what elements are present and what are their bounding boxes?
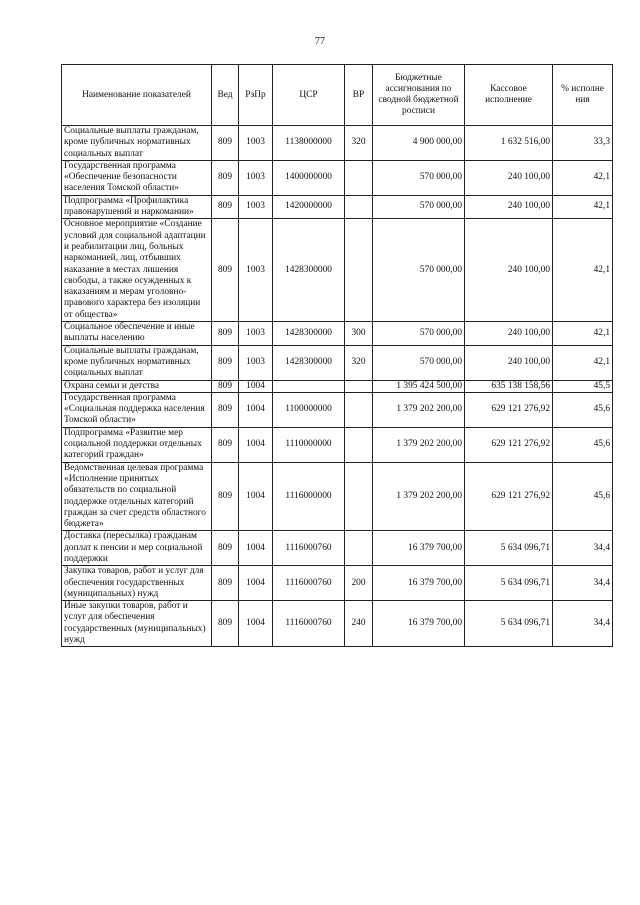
row-assignments: 570 000,00 — [373, 160, 465, 195]
row-rzpr: 1004 — [239, 601, 273, 647]
row-cash-execution: 629 121 276,92 — [465, 392, 553, 427]
row-name: Подпрограмма «Профилактика правонарушений и наркомании» — [62, 195, 212, 219]
row-csr: 1116000000 — [273, 462, 345, 531]
row-ved: 809 — [212, 322, 239, 346]
header-rzpr: РзПр — [239, 65, 273, 126]
row-name: Основное мероприятие «Создание условий для социальной адаптации и реабилитации лиц, больных наркоманией, лиц, отбывших наказание в местах лишения свободы, а также осужденных к наказаниям и мерам уголовно-правового характера без изоляции от общества» — [62, 219, 212, 322]
row-csr: 1420000000 — [273, 195, 345, 219]
row-csr: 1428300000 — [273, 219, 345, 322]
row-percent: 34,4 — [553, 601, 613, 647]
row-rzpr: 1003 — [239, 126, 273, 161]
row-name: Государственная программа «Социальная поддержка населения Томской области» — [62, 392, 212, 427]
row-name: Иные закупки товаров, работ и услуг для обеспечения государственных (муниципальных) нужд — [62, 601, 212, 647]
row-vr — [345, 392, 373, 427]
row-csr: 1116000760 — [273, 566, 345, 601]
row-rzpr: 1004 — [239, 566, 273, 601]
row-ved: 809 — [212, 160, 239, 195]
row-assignments: 16 379 700,00 — [373, 531, 465, 566]
row-vr: 200 — [345, 566, 373, 601]
header-percent: % исполне ния — [553, 65, 613, 126]
row-cash-execution: 5 634 096,71 — [465, 601, 553, 647]
row-ved: 809 — [212, 531, 239, 566]
row-rzpr: 1003 — [239, 322, 273, 346]
row-rzpr: 1004 — [239, 380, 273, 392]
row-assignments: 570 000,00 — [373, 345, 465, 380]
row-cash-execution: 5 634 096,71 — [465, 566, 553, 601]
table-row — [62, 195, 613, 219]
row-percent: 45,6 — [553, 427, 613, 462]
table-row — [62, 322, 613, 346]
table-row — [62, 601, 613, 647]
row-rzpr: 1003 — [239, 160, 273, 195]
header-cash-execution: Кассовое исполнение — [465, 65, 553, 126]
table-row — [62, 345, 613, 380]
row-assignments: 570 000,00 — [373, 322, 465, 346]
row-name: Социальные выплаты гражданам, кроме публичных нормативных социальных выплат — [62, 126, 212, 161]
row-name: Ведомственная целевая программа «Исполнение принятых обязательств по социальной поддержке отдельных категорий граждан за счет средств областного бюджета» — [62, 462, 212, 531]
row-vr: 240 — [345, 601, 373, 647]
row-percent: 33,3 — [553, 126, 613, 161]
row-rzpr: 1003 — [239, 195, 273, 219]
row-ved: 809 — [212, 195, 239, 219]
header-assignments: Бюджетные ассигнования по сводной бюджетной росписи — [373, 65, 465, 126]
table-row — [62, 566, 613, 601]
row-assignments: 570 000,00 — [373, 195, 465, 219]
row-vr: 300 — [345, 322, 373, 346]
row-cash-execution: 1 632 516,00 — [465, 126, 553, 161]
table-row — [62, 160, 613, 195]
row-name: Доставка (пересылка) гражданам доплат к пенсии и мер социальной поддержки — [62, 531, 212, 566]
row-percent: 34,4 — [553, 566, 613, 601]
table-row — [62, 126, 613, 161]
row-assignments: 1 379 202 200,00 — [373, 392, 465, 427]
row-assignments: 4 900 000,00 — [373, 126, 465, 161]
row-rzpr: 1003 — [239, 219, 273, 322]
row-csr: 1100000000 — [273, 392, 345, 427]
row-ved: 809 — [212, 345, 239, 380]
row-rzpr: 1003 — [239, 345, 273, 380]
row-percent: 42,1 — [553, 160, 613, 195]
table-row — [62, 380, 613, 392]
row-percent: 45,5 — [553, 380, 613, 392]
row-vr — [345, 380, 373, 392]
row-cash-execution: 240 100,00 — [465, 322, 553, 346]
row-cash-execution: 240 100,00 — [465, 345, 553, 380]
table-row — [62, 427, 613, 462]
row-name: Закупка товаров, работ и услуг для обеспечения государственных (муниципальных) нужд — [62, 566, 212, 601]
row-assignments: 1 379 202 200,00 — [373, 427, 465, 462]
row-rzpr: 1004 — [239, 392, 273, 427]
row-ved: 809 — [212, 427, 239, 462]
row-assignments: 1 379 202 200,00 — [373, 462, 465, 531]
row-vr — [345, 462, 373, 531]
row-ved: 809 — [212, 392, 239, 427]
row-cash-execution: 635 138 158,56 — [465, 380, 553, 392]
row-name: Социальные выплаты гражданам, кроме публичных нормативных социальных выплат — [62, 345, 212, 380]
header-ved: Вед — [212, 65, 239, 126]
row-cash-execution: 629 121 276,92 — [465, 427, 553, 462]
row-name: Охрана семьи и детства — [62, 380, 212, 392]
row-ved: 809 — [212, 601, 239, 647]
row-percent: 45,6 — [553, 392, 613, 427]
row-csr: 1138000000 — [273, 126, 345, 161]
row-percent: 42,1 — [553, 219, 613, 322]
row-cash-execution: 240 100,00 — [465, 160, 553, 195]
row-rzpr: 1004 — [239, 531, 273, 566]
row-ved: 809 — [212, 566, 239, 601]
row-cash-execution: 240 100,00 — [465, 195, 553, 219]
row-name: Подпрограмма «Развитие мер социальной поддержки отдельных категорий граждан» — [62, 427, 212, 462]
row-csr: 1116000760 — [273, 531, 345, 566]
row-vr — [345, 160, 373, 195]
row-assignments: 570 000,00 — [373, 219, 465, 322]
row-ved: 809 — [212, 126, 239, 161]
table-row — [62, 219, 613, 322]
row-vr — [345, 427, 373, 462]
row-vr: 320 — [345, 126, 373, 161]
row-vr — [345, 531, 373, 566]
row-csr: 1400000000 — [273, 160, 345, 195]
table-row — [62, 531, 613, 566]
row-assignments: 16 379 700,00 — [373, 601, 465, 647]
row-rzpr: 1004 — [239, 427, 273, 462]
row-percent: 45,6 — [553, 462, 613, 531]
row-rzpr: 1004 — [239, 462, 273, 531]
row-percent: 42,1 — [553, 345, 613, 380]
row-ved: 809 — [212, 462, 239, 531]
row-vr: 320 — [345, 345, 373, 380]
row-ved: 809 — [212, 219, 239, 322]
row-percent: 42,1 — [553, 195, 613, 219]
row-ved: 809 — [212, 380, 239, 392]
table-row — [62, 392, 613, 427]
row-cash-execution: 5 634 096,71 — [465, 531, 553, 566]
row-name: Социальное обеспечение и иные выплаты населению — [62, 322, 212, 346]
row-percent: 42,1 — [553, 322, 613, 346]
row-vr — [345, 195, 373, 219]
row-percent: 34,4 — [553, 531, 613, 566]
row-cash-execution: 629 121 276,92 — [465, 462, 553, 531]
budget-execution-table — [61, 64, 613, 647]
header-vr: ВР — [345, 65, 373, 126]
row-name: Государственная программа «Обеспечение безопасности населения Томской области» — [62, 160, 212, 195]
row-cash-execution: 240 100,00 — [465, 219, 553, 322]
header-csr: ЦСР — [273, 65, 345, 126]
table-header-row — [62, 65, 613, 126]
page-number: 77 — [315, 36, 325, 47]
row-vr — [345, 219, 373, 322]
table-body — [62, 126, 613, 647]
row-csr: 1110000000 — [273, 427, 345, 462]
table-row — [62, 462, 613, 531]
row-csr: 1428300000 — [273, 345, 345, 380]
row-csr: 1116000760 — [273, 601, 345, 647]
row-assignments: 1 395 424 500,00 — [373, 380, 465, 392]
row-assignments: 16 379 700,00 — [373, 566, 465, 601]
header-name: Наименование показателей — [62, 65, 212, 126]
row-csr: 1428300000 — [273, 322, 345, 346]
row-csr — [273, 380, 345, 392]
